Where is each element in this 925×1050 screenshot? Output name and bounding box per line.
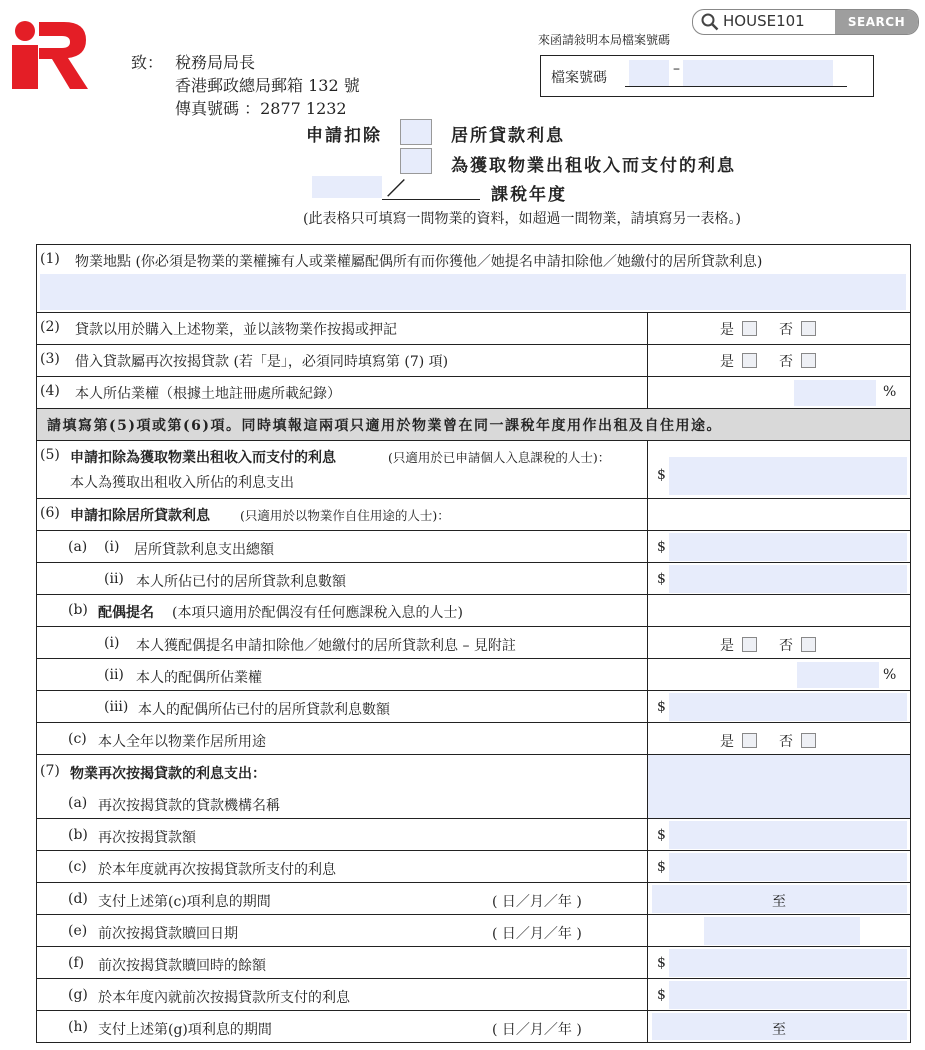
q6a-ii-text: 本人所佔已付的居所貸款利息數額 (136, 574, 346, 590)
q6a-i-field[interactable] (669, 533, 907, 561)
q6-note: (只適用於以物業作自住用途的人士)： (240, 508, 450, 523)
q7a-text: 再次按揭貸款的貸款機構名稱 (98, 798, 280, 814)
q7c-text: 於本年度就再次按揭貸款所支付的利息 (98, 862, 336, 878)
q3-no-checkbox[interactable] (801, 353, 816, 368)
q6a-i-currency: $ (657, 539, 666, 555)
q7f-currency: $ (657, 955, 666, 971)
q4-text: 本人所佔業權（根據土地註冊處所載紀錄） (75, 386, 341, 402)
q6b-ii-text: 本人的配偶所佔業權 (136, 670, 262, 686)
q7f-number: (f) (68, 955, 85, 971)
q7g-field[interactable] (669, 981, 907, 1009)
table-row-q6b-ii (37, 659, 910, 691)
file-ref-field-2[interactable] (683, 60, 833, 86)
q1-number: (1) (40, 251, 60, 267)
q6b-i-no-checkbox[interactable] (801, 637, 816, 652)
q7e-number: (e) (68, 923, 88, 939)
option-rental-interest-label: 為獲取物業出租收入而支付的利息 (451, 156, 736, 176)
q6b-iii-number: (iii) (104, 699, 129, 715)
q5-sub: 本人為獲取出租收入所佔的利息支出 (70, 475, 294, 491)
table-row-q6b (37, 595, 910, 627)
address-line1: 稅務局局長 (175, 53, 256, 72)
file-ref-field-1[interactable] (629, 60, 669, 86)
q1-text: 物業地點 (你必須是物業的業權擁有人或業權屬配偶所有而你獲他／她提名申請扣除他／她繳付的居所貸款利息) (75, 254, 763, 270)
q6b-title: 配偶提名 (98, 605, 154, 621)
q6b-iii-field[interactable] (669, 693, 907, 721)
table-row-q6a-ii (37, 563, 910, 595)
q6a-ii-number: (ii) (104, 571, 124, 587)
q2-yes-no (720, 319, 816, 339)
search-value: HOUSE101 (723, 12, 805, 30)
year-label: 課稅年度 (491, 185, 567, 205)
option-home-loan-checkbox[interactable] (400, 119, 432, 145)
q6-number: (6) (40, 505, 60, 521)
table-row-banner (37, 409, 910, 441)
table-row-q4 (37, 377, 910, 409)
table-row-q7c (37, 851, 910, 883)
q7g-currency: $ (657, 987, 666, 1003)
q7-number: (7) (40, 763, 60, 779)
yes-label: 是 (720, 322, 734, 338)
q6c-number: (c) (68, 731, 87, 747)
q6b-i-text: 本人獲配偶提名申請扣除他／她繳付的居所貸款利息 – 見附註 (136, 638, 516, 654)
q6c-yes-checkbox[interactable] (742, 733, 757, 748)
q6a-i-number: (i) (104, 539, 120, 555)
q7h-to: 至 (772, 1022, 786, 1038)
table-row-q7b (37, 819, 910, 851)
search-button[interactable]: SEARCH (835, 10, 918, 34)
q5-title: 申請扣除為獲取物業出租收入而支付的利息 (70, 450, 336, 466)
search-bar (692, 9, 919, 35)
application-table (36, 244, 911, 1043)
table-row-q7h (37, 1011, 910, 1042)
q2-no-checkbox[interactable] (801, 321, 816, 336)
q6c-yes-no (720, 731, 816, 751)
q6b-iii-text: 本人的配偶所佔已付的居所貸款利息數額 (138, 702, 390, 718)
q3-text: 借入貸款屬再次按揭貸款 (若「是」，必須同時填寫第 (7) 項) (75, 354, 449, 370)
no-label: 否 (779, 734, 793, 750)
q6c-no-checkbox[interactable] (801, 733, 816, 748)
q2-number: (2) (40, 319, 60, 335)
option-home-loan-label: 居所貸款利息 (451, 126, 565, 146)
q6b-i-yes-no (720, 635, 816, 655)
q6a-ii-field[interactable] (669, 565, 907, 593)
q6b-ii-number: (ii) (104, 667, 124, 683)
table-row-q6b-iii (37, 691, 910, 723)
property-address-field[interactable] (40, 274, 906, 310)
year-slash: ／ (387, 179, 405, 200)
address-line2: 香港郵政總局郵箱 132 號 (175, 76, 360, 95)
q6b-ii-field[interactable] (797, 662, 879, 688)
q5-interest-field[interactable] (669, 457, 907, 495)
year-underline (382, 199, 480, 200)
table-row-q6b-i (37, 627, 910, 659)
apply-label: 申請扣除 (306, 126, 382, 146)
q7b-text: 再次按揭貸款額 (98, 830, 196, 846)
yes-label: 是 (720, 734, 734, 750)
instruction-banner: 請填寫第(5)項或第(6)項。同時填報這兩項只適用於物業曾在同一課稅年度用作出租及自住用途。 (47, 418, 722, 434)
q5-note: (只適用於已申請個人入息課稅的人士)： (388, 450, 611, 465)
q7b-currency: $ (657, 827, 666, 843)
search-input[interactable] (693, 10, 835, 34)
q6b-i-number: (i) (104, 635, 120, 651)
q6b-iii-currency: $ (657, 699, 666, 715)
file-ref-underline (625, 86, 847, 87)
q7d-number: (d) (68, 891, 88, 907)
q7c-currency: $ (657, 859, 666, 875)
q6a-i-text: 居所貸款利息支出總額 (134, 542, 274, 558)
table-row-q7f (37, 947, 910, 979)
q7e-text: 前次按揭貸款贖回日期 (98, 926, 238, 942)
q7e-date-format: ( 日／月／年 ) (492, 926, 582, 942)
q6-title: 申請扣除居所貸款利息 (70, 508, 210, 524)
no-label: 否 (779, 322, 793, 338)
option-rental-interest-checkbox[interactable] (400, 148, 432, 174)
file-ref-dash: – (673, 61, 680, 77)
q7b-field[interactable] (669, 821, 907, 849)
q7g-number: (g) (68, 987, 88, 1003)
q7d-to: 至 (772, 894, 786, 910)
q7f-field[interactable] (669, 949, 907, 977)
no-label: 否 (779, 354, 793, 370)
q7a-number: (a) (68, 795, 88, 811)
q7d-date-format: ( 日／月／年 ) (492, 894, 582, 910)
q6a-ii-currency: $ (657, 571, 666, 587)
q2-yes-checkbox[interactable] (742, 321, 757, 336)
table-row-q7d (37, 883, 910, 915)
q7h-number: (h) (68, 1019, 88, 1035)
q7-title: 物業再次按揭貸款的利息支出： (70, 766, 266, 782)
table-row-q3 (37, 345, 910, 377)
yes-label: 是 (720, 638, 734, 654)
table-row-q6a-i (37, 531, 910, 563)
table-row-q2 (37, 313, 910, 345)
q6a-label: (a) (68, 539, 88, 555)
q7h-date-format: ( 日／月／年 ) (492, 1022, 582, 1038)
q5-currency: $ (657, 467, 666, 483)
q3-yes-checkbox[interactable] (742, 353, 757, 368)
q5-number: (5) (40, 447, 60, 463)
to-label: 致： (131, 53, 164, 72)
q4-number: (4) (40, 383, 60, 399)
yes-label: 是 (720, 354, 734, 370)
q7f-text: 前次按揭貸款贖回時的餘額 (98, 958, 266, 974)
q7c-field[interactable] (669, 853, 907, 881)
q3-yes-no (720, 351, 816, 371)
q6b-i-yes-checkbox[interactable] (742, 637, 757, 652)
q7a-lender-field[interactable] (648, 755, 910, 818)
q7h-text: 支付上述第(g)項利息的期間 (98, 1022, 272, 1038)
q7d-text: 支付上述第(c)項利息的期間 (98, 894, 271, 910)
table-row-q7e (37, 915, 910, 947)
file-ref-caption: 來函請敍明本局檔案號碼 (538, 33, 671, 47)
no-label: 否 (779, 638, 793, 654)
file-ref-label: 檔案號碼 (551, 70, 607, 86)
fax-number: 傳真號碼 ：2877 1232 (175, 99, 347, 118)
q7g-text: 於本年度內就前次按揭貸款所支付的利息 (98, 990, 350, 1006)
q6b-ii-percent: % (883, 667, 897, 683)
q4-ownership-field[interactable] (794, 380, 876, 406)
q7e-date-field[interactable] (704, 917, 860, 945)
q6b-number: (b) (68, 602, 88, 618)
q3-number: (3) (40, 351, 60, 367)
table-row-q6c (37, 723, 910, 755)
q4-percent: % (883, 384, 897, 400)
q7c-number: (c) (68, 859, 87, 875)
table-row-q7 (37, 755, 910, 819)
year-of-assessment-field[interactable] (312, 176, 382, 198)
table-row-q7g (37, 979, 910, 1011)
q6b-note: (本項只適用於配偶沒有任何應課稅入息的人士) (172, 605, 463, 621)
table-row-q5 (37, 441, 910, 499)
ird-logo (12, 18, 88, 90)
table-row-q6 (37, 499, 910, 531)
form-note: (此表格只可填寫一間物業的資料，如超過一間物業，請填寫另一表格。) (303, 211, 741, 227)
file-ref-box (540, 55, 874, 97)
table-row-q1 (37, 245, 910, 313)
q7b-number: (b) (68, 827, 88, 843)
search-icon (701, 13, 719, 31)
q6c-text: 本人全年以物業作居所用途 (98, 734, 266, 750)
q2-text: 貸款以用於購入上述物業，並以該物業作按揭或押記 (75, 322, 397, 338)
